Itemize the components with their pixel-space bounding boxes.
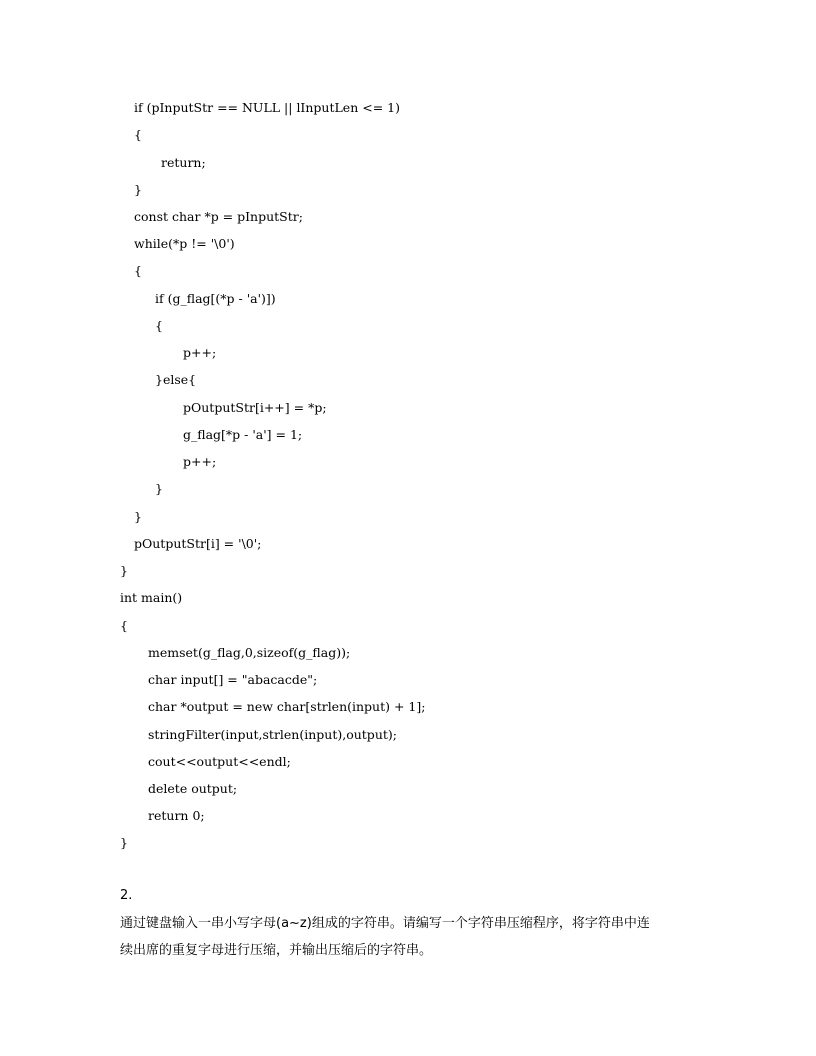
problem-text-line: 通过键盘输入一串小写字母(a~z)组成的字符串。请编写一个字符串压缩程序，将字符串中连 <box>120 916 650 931</box>
code-line: } <box>155 481 163 496</box>
code-line: while(*p != '\0') <box>134 236 235 251</box>
code-line: { <box>155 318 163 333</box>
code-line: cout<<output<<endl; <box>148 754 291 769</box>
code-line: { <box>134 127 142 142</box>
code-line: int main() <box>120 590 183 605</box>
code-line: pOutputStr[i++] = *p; <box>183 400 327 415</box>
code-line: if (pInputStr == NULL || lInputLen <= 1) <box>134 100 400 115</box>
code-line: pOutputStr[i] = '\0'; <box>134 536 262 551</box>
code-line: { <box>120 618 128 633</box>
code-line: } <box>120 563 128 578</box>
code-line: }else{ <box>155 372 197 387</box>
code-line: p++; <box>183 345 217 360</box>
code-line: return 0; <box>148 808 205 823</box>
code-line: char *output = new char[strlen(input) + 1]; <box>148 699 426 714</box>
code-line: memset(g_flag,0,sizeof(g_flag)); <box>148 645 351 660</box>
code-line: p++; <box>183 454 217 469</box>
code-line: } <box>120 835 128 850</box>
problem-text-line: 续出席的重复字母进行压缩，并输出压缩后的字符串。 <box>120 943 433 958</box>
problem-number: 2. <box>120 888 133 903</box>
code-line: { <box>134 263 142 278</box>
code-line: const char *p = pInputStr; <box>134 209 303 224</box>
code-line: stringFilter(input,strlen(input),output); <box>148 727 397 742</box>
code-line: delete output; <box>148 781 238 796</box>
code-line: char input[] = "abacacde"; <box>148 672 318 687</box>
code-line: return; <box>161 155 206 170</box>
code-line: if (g_flag[(*p - 'a')]) <box>155 291 276 306</box>
code-line: g_flag[*p - 'a'] = 1; <box>183 427 303 442</box>
code-line: } <box>134 509 142 524</box>
code-line: } <box>134 182 142 197</box>
